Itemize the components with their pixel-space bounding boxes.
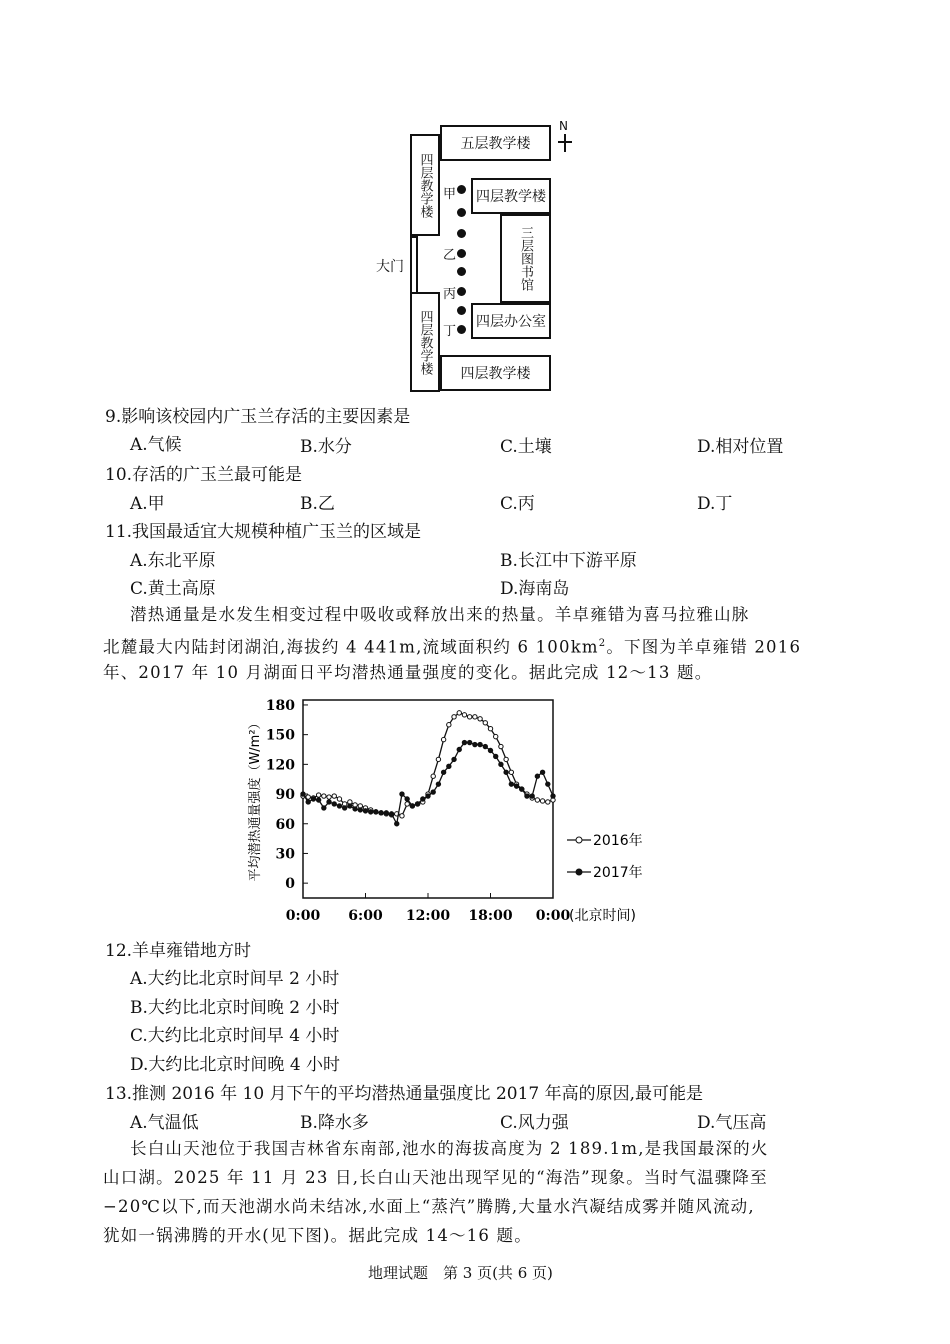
series-2016-point [332,794,336,798]
legend-label: 2016年 [593,833,643,849]
series-2017-point [551,794,555,798]
x-tick-label: 18:00 [468,908,513,924]
passage1-line1: 潜热通量是水发生相变过程中吸收或释放出来的热量。羊卓雍错为喜马拉雅山脉 [130,605,750,624]
series-2016-point [535,798,539,802]
series-2017-point [535,774,539,778]
series-2016-point [431,774,435,778]
q9-option-a: A.气候 [130,435,182,455]
x-tick-label: 6:00 [348,908,383,924]
series-2016-point [504,757,508,761]
passage1-line2-part-a: 北麓最大内陆封闭湖泊,海拔约 4 441m,流域面积约 6 100km [103,637,599,657]
q12-option-d: D.大约比北京时间晚 4 小时 [130,1055,341,1075]
series-2017-point [530,794,534,798]
series-2017-point [488,748,492,752]
building-office: 四层办公室 [471,303,551,339]
series-2016-point [447,723,451,727]
question-13-stem: 13.推测 2016 年 10 月下午的平均潜热通量强度比 2017 年高的原因,最可能是 [105,1084,704,1104]
q9-option-c: C.土壤 [500,437,552,457]
series-2017-point [358,808,362,812]
series-2016-point [467,715,471,719]
series-2016-point [337,797,341,801]
building-four-floor-teaching-left-lower: 四层教学楼 [410,292,440,392]
series-2017-point [525,794,529,798]
y-tick-label: 180 [265,697,295,714]
series-2017-point [379,811,383,815]
series-2017-point [316,798,320,802]
series-2017-point [389,812,393,816]
series-2017-point [431,790,435,794]
x-axis-label: (北京时间) [569,908,636,924]
q10-option-b: B.乙 [300,494,335,514]
point-label-bing: 丙 [443,287,457,302]
question-11-stem: 11.我国最适宜大规模种植广玉兰的区域是 [105,522,422,542]
legend-marker [576,869,582,875]
tree-dot [457,249,466,258]
point-label-jia: 甲 [443,187,457,202]
q13-option-d: D.气压高 [697,1113,767,1133]
q9-option-b: B.水分 [300,437,352,457]
building-four-floor-teaching-left-upper: 四层教学楼 [410,134,440,236]
y-tick-label: 120 [265,757,295,774]
question-10-stem: 10.存活的广玉兰最可能是 [105,465,303,485]
series-2017-point [447,764,451,768]
series-2016-point [546,800,550,804]
series-2016-point [483,721,487,725]
series-2017-point [436,782,440,786]
latent-heat-flux-chart [235,690,685,930]
series-2016-point [441,737,445,741]
series-2016-point [499,744,503,748]
q13-option-c: C.风力强 [500,1113,569,1133]
q12-option-c: C.大约比北京时间早 4 小时 [130,1026,340,1046]
y-tick-label: 0 [285,876,295,893]
series-2016-point [540,799,544,803]
tree-dot [457,287,466,296]
q13-option-b: B.降水多 [300,1113,369,1133]
gate-label: 大门 [376,259,404,275]
series-2017-point [374,810,378,814]
series-2016-point [494,734,498,738]
building-four-floor-teaching-right-upper: 四层教学楼 [471,178,551,214]
series-2017-point [400,792,404,796]
series-2017-point [421,797,425,801]
q12-option-b: B.大约比北京时间晚 2 小时 [130,998,340,1018]
passage1-line2 [103,629,801,662]
series-2017-point [520,787,524,791]
tree-dot [457,267,466,276]
series-2016-point [473,715,477,719]
legend-marker [576,837,582,843]
series-2017-point [301,792,305,796]
series-2017-point [546,782,550,786]
passage1-line3: 年、2017 年 10 月湖面日平均潜热通量强度的变化。据此完成 12～13 题。 [103,663,713,682]
series-2017-point [509,782,513,786]
series-2016-point [457,711,461,715]
series-2016-point [509,770,513,774]
series-2017-point [395,822,399,826]
q13-option-a: A.气温低 [130,1113,199,1133]
x-tick-label: 0:00 [535,908,571,924]
y-axis-label: 平均潜热通量强度（W/m²） [248,716,263,882]
tree-dot [457,325,466,334]
series-2016-point [488,727,492,731]
q10-option-c: C.丙 [500,494,535,514]
series-2017-point [457,747,461,751]
passage1-superscript: 2 [598,638,607,649]
series-2016-point [452,715,456,719]
series-2017-point [452,757,456,761]
question-12-stem: 12.羊卓雍错地方时 [105,941,252,961]
question-9-stem: 9.影响该校园内广玉兰存活的主要因素是 [105,407,411,427]
series-2017-point [473,742,477,746]
passage2-line3: −20℃以下,而天池湖水尚未结冰,水面上“蒸汽”腾腾,大量水汽凝结成雾并随风流动, [103,1197,755,1216]
q11-option-b: B.长江中下游平原 [500,551,637,571]
x-tick-label: 0:00 [285,908,321,924]
y-tick-label: 90 [275,787,295,804]
series-2017-point [426,794,430,798]
building-four-floor-teaching-bottom: 四层教学楼 [440,355,551,391]
series-2017-point [311,797,315,801]
building-gate [410,236,418,296]
series-2017-point [332,802,336,806]
passage1-line2-part-b: 。下图为羊卓雍错 2016 [606,637,802,657]
tree-dot [457,185,466,194]
q11-option-d: D.海南岛 [500,579,570,599]
q11-option-c: C.黄土高原 [130,579,216,599]
tree-dot [457,306,466,315]
series-2017-point [499,762,503,766]
series-2017-point [322,806,326,810]
series-2017-point [504,770,508,774]
q10-option-d: D.丁 [697,494,733,514]
building-library: 三层图书馆 [500,214,551,303]
q11-option-a: A.东北平原 [130,551,216,571]
point-label-ding: 丁 [443,324,457,339]
series-2016-point [436,757,440,761]
series-2017-point [483,744,487,748]
series-2017-point [348,804,352,808]
page-footer: 地理试题 第 3 页(共 6 页) [368,1264,553,1282]
series-2017-point [462,740,466,744]
passage2-line1: 长白山天池位于我国吉林省东南部,池水的海拔高度为 2 189.1m,是我国最深的火 [130,1139,769,1158]
series-2016-point [316,793,320,797]
q10-option-a: A.甲 [130,494,165,514]
series-2017-point [327,800,331,804]
series-2017-point [369,810,373,814]
series-2017-point [342,806,346,810]
series-2017-point [467,740,471,744]
series-2017-point [441,770,445,774]
point-label-yi: 乙 [443,248,457,263]
series-2017-point [494,754,498,758]
series-2016-point [327,795,331,799]
series-2016-point [462,713,466,717]
series-2017-point [405,797,409,801]
x-tick-label: 12:00 [405,908,451,924]
north-arrow-icon [557,134,573,152]
tree-dot [457,229,466,238]
series-2016-point [322,794,326,798]
series-2016-point [405,802,409,806]
passage2-line2: 山口湖。2025 年 11 月 23 日,长白山天池出现罕见的“海浩”现象。当时气温骤降至 [103,1168,768,1187]
q12-option-a: A.大约比北京时间早 2 小时 [130,969,340,989]
passage2-line4: 犹如一锅沸腾的开水(见下图)。据此完成 14～16 题。 [103,1226,532,1245]
q9-option-d: D.相对位置 [697,437,784,457]
series-2016-point [478,717,482,721]
tree-dot [457,208,466,217]
y-tick-label: 60 [275,816,295,833]
series-2016-point [400,814,404,818]
series-2017-point [337,804,341,808]
north-label: N [559,119,568,133]
y-tick-label: 30 [275,846,295,863]
series-2017-point [363,809,367,813]
series-2017-point [540,770,544,774]
y-tick-label: 150 [265,727,295,744]
building-five-floor-teaching: 五层教学楼 [440,125,551,161]
series-2017-point [478,742,482,746]
series-2017-point [410,804,414,808]
series-2017-point [415,802,419,806]
series-2017-point [514,784,518,788]
legend-label: 2017年 [593,865,643,881]
series-2017-point [384,811,388,815]
series-2017-point [353,807,357,811]
series-2017-point [306,800,310,804]
